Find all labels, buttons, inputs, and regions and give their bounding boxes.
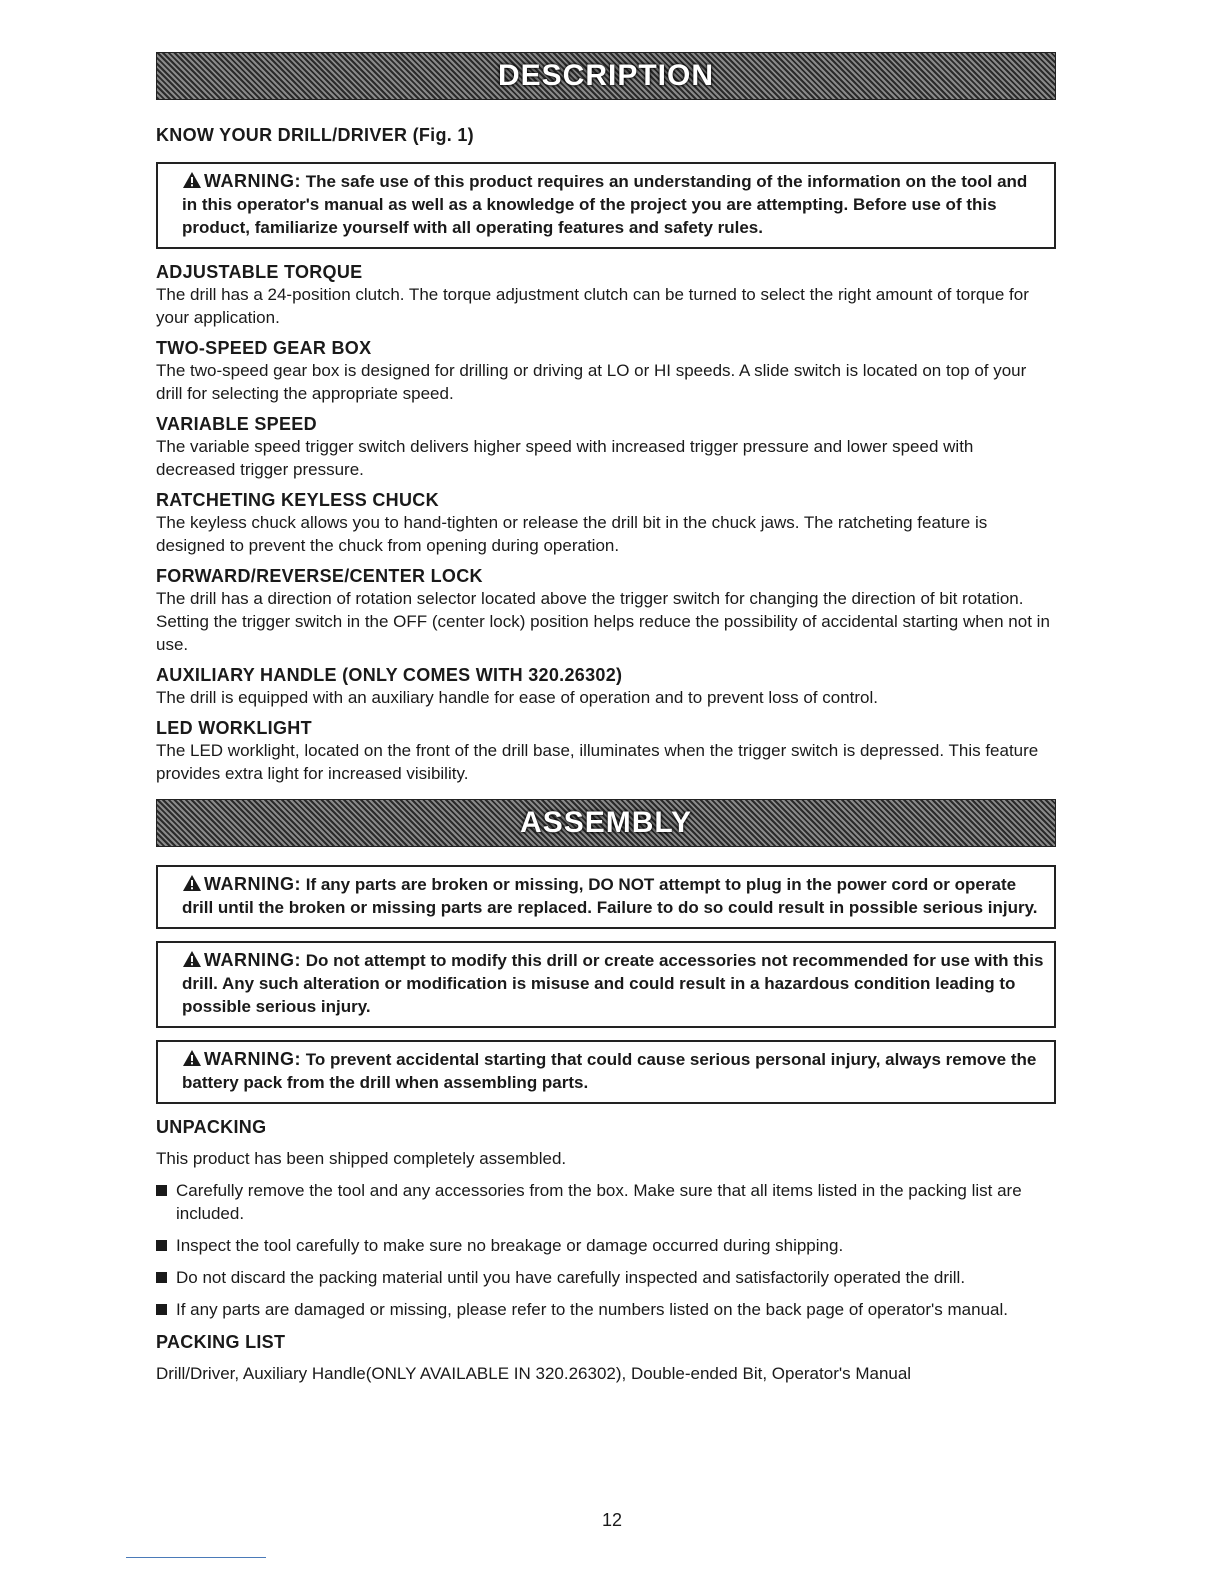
feature-text: The drill is equipped with an auxiliary handle for ease of operation and to prevent loss of control. <box>156 688 878 707</box>
feature-item <box>156 565 1056 656</box>
feature-text: The keyless chuck allows you to hand-tighten or release the drill bit in the chuck jaws. The ratcheting feature is designed to prevent the chuck from opening during operation. <box>156 513 988 555</box>
warning-lead: WARNING: <box>204 171 301 191</box>
bullet-text: If any parts are damaged or missing, please refer to the numbers listed on the back page of operator's manual. <box>176 1300 1008 1319</box>
feature-text: The variable speed trigger switch delivers higher speed with increased trigger pressure and lower speed with decreased trigger pressure. <box>156 437 974 479</box>
list-item <box>156 1179 1056 1225</box>
manual-page <box>156 52 1056 1385</box>
bullet-text: Carefully remove the tool and any accessories from the box. Make sure that all items listed in the packing list are included. <box>176 1181 1022 1223</box>
packing-list-text: Drill/Driver, Auxiliary Handle(ONLY AVAILABLE IN 320.26302), Double-ended Bit, Operator's Manual <box>156 1364 912 1383</box>
feature-item <box>156 413 1056 481</box>
feature-item <box>156 261 1056 329</box>
feature-title: VARIABLE SPEED <box>156 414 317 434</box>
feature-item <box>156 337 1056 405</box>
warning-box-battery <box>156 1040 1056 1104</box>
feature-title: TWO-SPEED GEAR BOX <box>156 338 372 358</box>
footer-rule <box>126 1557 266 1558</box>
warning-triangle-icon <box>182 1049 202 1067</box>
description-banner <box>156 52 1056 100</box>
list-item <box>156 1298 1056 1321</box>
unpacking-intro: This product has been shipped completely assembled. <box>156 1149 567 1168</box>
feature-text: The drill has a direction of rotation selector located above the trigger switch for changing the direction of bit rotation. Setting the trigger switch in the OFF (center lock) position helps reduce the possibility of accidental starting when not in use. <box>156 589 1050 654</box>
unpacking-bullet-list <box>156 1179 1056 1321</box>
description-banner-title: DESCRIPTION <box>497 59 715 92</box>
list-item <box>156 1266 1056 1289</box>
feature-title: RATCHETING KEYLESS CHUCK <box>156 490 439 510</box>
assembly-banner-title: ASSEMBLY <box>520 806 692 839</box>
feature-text: The drill has a 24-position clutch. The torque adjustment clutch can be turned to select the right amount of torque for your application. <box>156 285 1029 327</box>
feature-text: The LED worklight, located on the front of the drill base, illuminates when the trigger switch is depressed. This feature provides extra light for increased visibility. <box>156 741 1039 783</box>
warning-lead: WARNING: <box>204 1049 301 1069</box>
warning-lead: WARNING: <box>204 950 301 970</box>
feature-item <box>156 664 1056 709</box>
feature-title: ADJUSTABLE TORQUE <box>156 262 363 282</box>
assembly-banner <box>156 799 1056 847</box>
bullet-square-icon <box>156 1272 167 1283</box>
warning-text: To prevent accidental starting that could cause serious personal injury, always remove the battery pack from the drill when assembling parts. <box>182 1050 1037 1092</box>
warning-lead: WARNING: <box>204 874 301 894</box>
feature-title: AUXILIARY HANDLE (ONLY COMES WITH 320.26302) <box>156 665 623 685</box>
feature-text: The two-speed gear box is designed for drilling or driving at LO or HI speeds. A slide switch is located on top of your drill for selecting the appropriate speed. <box>156 361 1027 403</box>
bullet-square-icon <box>156 1240 167 1251</box>
warning-text: The safe use of this product requires an understanding of the information on the tool and in this operator's manual as well as a knowledge of the project you are attempting. Before use of this product, familiarize yourself with all operating features and safety rules. <box>182 172 1028 237</box>
feature-list <box>156 261 1056 785</box>
unpacking-heading: UNPACKING <box>156 1117 267 1137</box>
warning-triangle-icon <box>182 950 202 968</box>
warning-triangle-icon <box>182 874 202 892</box>
know-your-drill-heading: KNOW YOUR DRILL/DRIVER (Fig. 1) <box>156 125 474 145</box>
list-item <box>156 1234 1056 1257</box>
bullet-square-icon <box>156 1304 167 1315</box>
feature-title: LED WORKLIGHT <box>156 718 312 738</box>
warning-triangle-icon <box>182 171 202 189</box>
feature-title: FORWARD/REVERSE/CENTER LOCK <box>156 566 483 586</box>
warning-box-modify <box>156 941 1056 1028</box>
page-number: 12 <box>601 1510 623 1530</box>
bullet-text: Inspect the tool carefully to make sure no breakage or damage occurred during shipping. <box>176 1236 844 1255</box>
feature-item <box>156 717 1056 785</box>
feature-item <box>156 489 1056 557</box>
warning-box-safe-use <box>156 162 1056 249</box>
warning-text: If any parts are broken or missing, DO NOT attempt to plug in the power cord or operate drill until the broken or missing parts are replaced. Failure to do so could result in possible serious injury. <box>182 875 1038 917</box>
warning-text: Do not attempt to modify this drill or create accessories not recommended for use with this drill. Any such alteration or modification is misuse and could result in a hazardous condition leading to possible serious injury. <box>182 951 1044 1016</box>
warning-box-missing-parts <box>156 865 1056 929</box>
bullet-square-icon <box>156 1185 167 1196</box>
bullet-text: Do not discard the packing material until you have carefully inspected and satisfactorily operated the drill. <box>176 1268 966 1287</box>
packing-list-heading: PACKING LIST <box>156 1332 286 1352</box>
